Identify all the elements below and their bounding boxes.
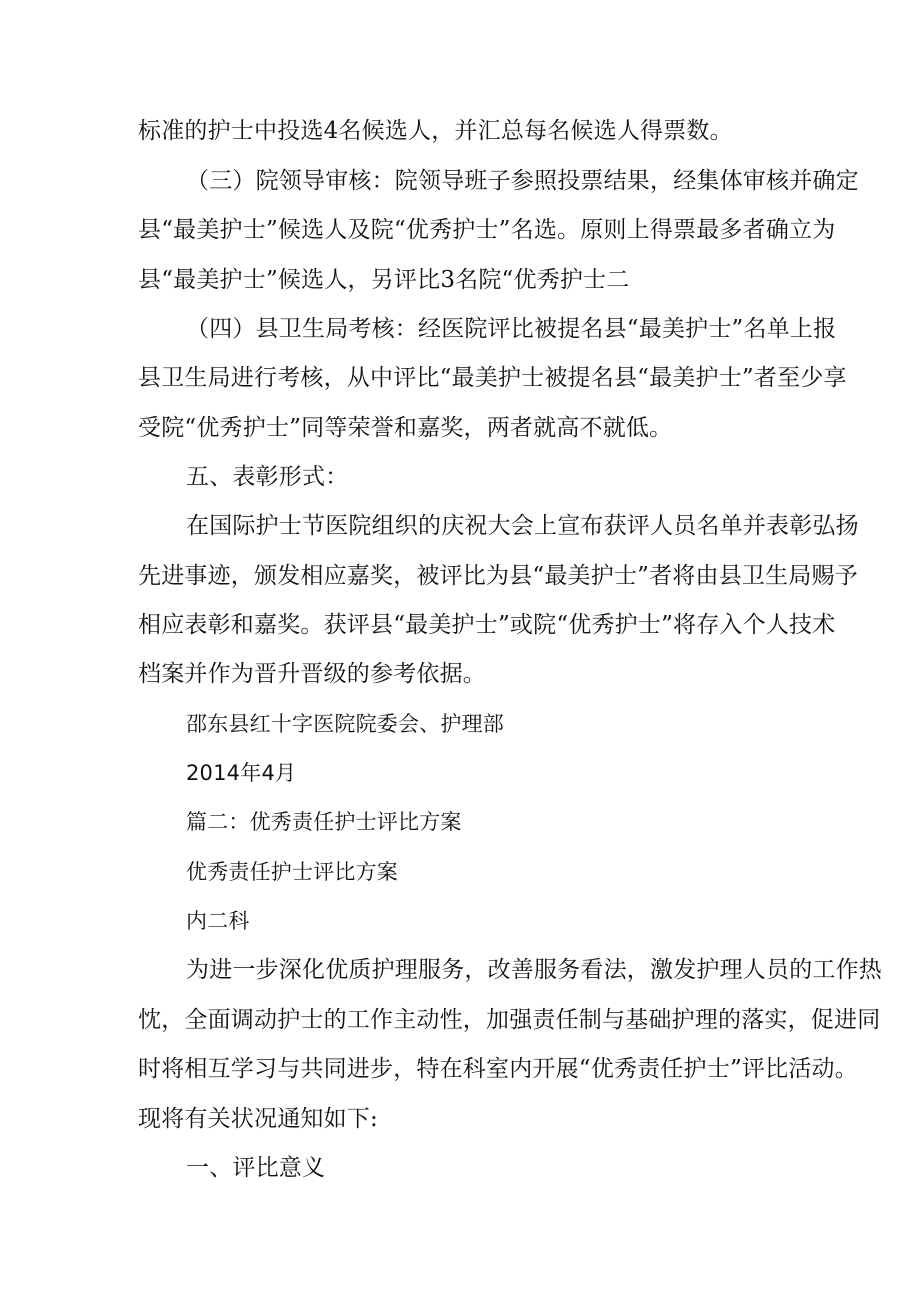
- text-line: 为进一步深化优质护理服务，改善服务看法，激发护理人员的工作热: [186, 957, 882, 983]
- text-line: 时将相互学习与共同进步，特在科室内开展“优秀责任护士”评比活动。: [138, 1056, 858, 1082]
- text-line: （四）县卫生局考核：经医院评比被提名县“最美护士”名单上报: [186, 316, 837, 342]
- document-title: 优秀责任护士评比方案: [186, 860, 398, 884]
- text-line: 先进事迹，颁发相应嘉奖，被评比为县“最美护士”者将由县卫生局赐予: [138, 563, 858, 589]
- text-line: 县“最美护士”候选人及院“优秀护士”名选。原则上得票最多者确立为: [138, 217, 836, 243]
- text-line: 现将有关状况通知如下:: [138, 1106, 378, 1132]
- text-line: 县“最美护士”候选人，另评比3名院“优秀护士二: [138, 267, 630, 293]
- text-line: 县卫生局进行考核，从中评比“最美护士被提名县“最美护士”者至少享: [138, 365, 847, 391]
- text-line: 档案并作为晋升晋级的参考依据。: [138, 661, 486, 687]
- department-line: 内二科: [186, 909, 250, 933]
- signature-line: 邵东县红十字医院院委会、护理部: [186, 712, 504, 736]
- text-line: 忱，全面调动护士的工作主动性，加强责任制与基础护理的落实，促进同: [138, 1007, 881, 1033]
- date-line: 2014年4月: [186, 761, 297, 785]
- text-line: （三）院领导审核：院领导班子参照投票结果，经集体审核并确定: [186, 168, 859, 194]
- text-line: 在国际护士节医院组织的庆祝大会上宣布获评人员名单并表彰弘扬: [186, 513, 859, 539]
- section-heading: 篇二：优秀责任护士评比方案: [186, 810, 462, 834]
- text-line: 受院“优秀护士”同等荣誉和嘉奖，两者就高不就低。: [138, 415, 673, 441]
- text-line: 标准的护士中投选4名候选人，并汇总每名候选人得票数。: [138, 118, 733, 144]
- section-heading: 五、表彰形式：: [186, 464, 349, 490]
- section-heading: 一、评比意义: [186, 1155, 326, 1181]
- text-line: 相应表彰和嘉奖。获评县“最美护士”或院“优秀护士”将存入个人技术: [138, 612, 836, 638]
